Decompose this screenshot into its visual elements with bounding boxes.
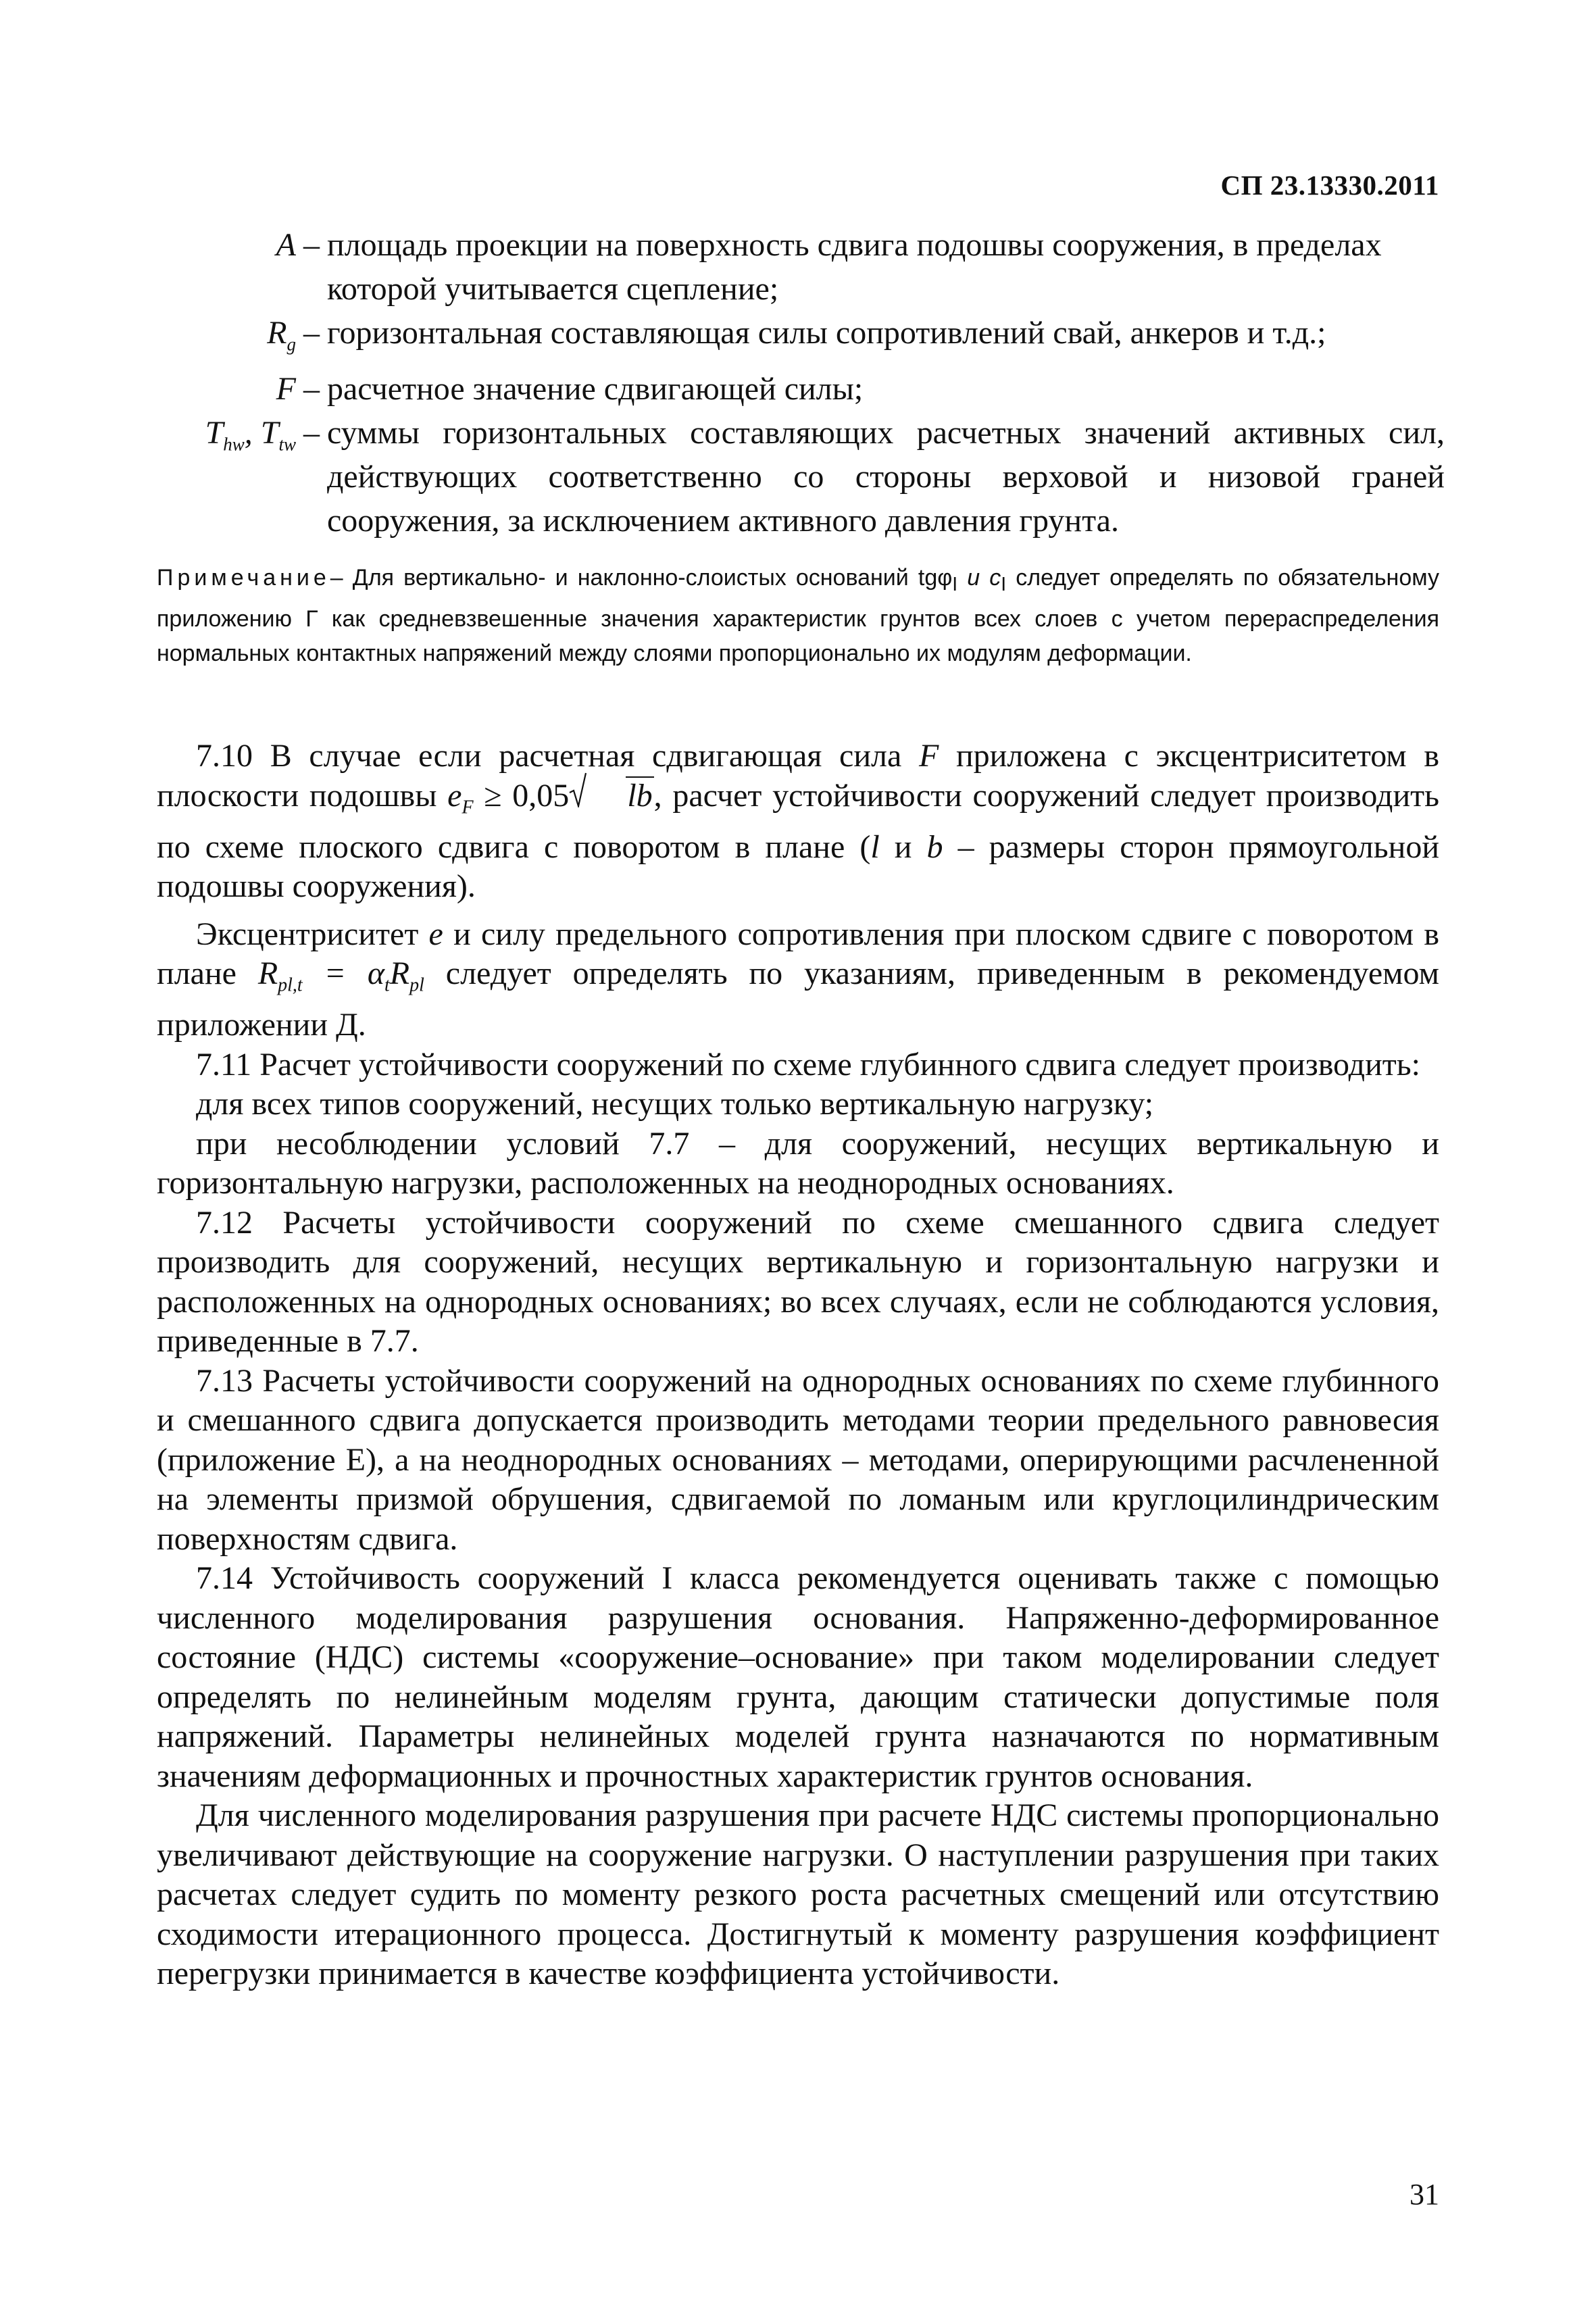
note-text-2: и c: [957, 565, 1001, 591]
paragraph-7-11-b: при несоблюдении условий 7.7 – для сооружений, несущих вертикальную и горизонтальную нагрузки, расположенных на неоднородных основаниях.: [157, 1125, 1439, 1201]
paragraph-7-10: 7.10 В случае если расчетная сдвигающая сила F приложена с эксцентриситетом в плоскости подошвы $e_F \ge 0,05$ lb, расчет устойчивости сооружений следует производить по схеме плоского сдвига с поворотом в плане (l и b – размеры сторон прямоугольной подошвы сооружения).: [157, 738, 1440, 905]
sqrt-formula: lb: [569, 776, 653, 816]
dash: –: [303, 315, 320, 351]
dash: –: [303, 227, 320, 263]
definition-A: [161, 223, 1445, 311]
note-text-1: – Для вертикально- и наклонно-слоистых оснований tgφ: [330, 565, 953, 591]
definition-text-A: площадь проекции на поверхность сдвига подошвы сооружения, в пределах которой учитывается сцепление;: [327, 227, 1382, 307]
page-number: 31: [1410, 2178, 1439, 2211]
dash: –: [303, 370, 320, 407]
definition-Rg: [161, 311, 1445, 367]
definitions-list: [161, 223, 1445, 543]
document-body: [157, 737, 1439, 1994]
definition-F: [161, 367, 1445, 411]
symbol-T: $T_{hw}$, $T_{tw}$: [205, 414, 296, 455]
paragraph-7-11: 7.11 Расчет устойчивости сооружений по схеме глубинного сдвига следует производить:: [196, 1046, 1420, 1082]
note-block: [157, 561, 1439, 671]
definition-text-F: расчетное значение сдвигающей силы;: [327, 370, 864, 407]
symbol-F: F: [276, 370, 296, 407]
paragraph-eccentricity: Эксцентриситет e и силу предельного сопротивления при плоском сдвиге с поворотом в плане $R_{pl,t} = \alpha_tR_{pl}$ следует определять по указаниям, приведенным в рекомендуемом приложении Д.: [157, 916, 1440, 1043]
paragraph-last: Для численного моделирования разрушения при расчете НДС системы пропорционально увеличивают действующие на сооружение нагрузки. О наступлении разрушения при таких расчетах следует судить по моменту резкого роста расчетных смещений или отсутствию сходимости итерационного процесса. Достигнутый к моменту разрушения коэффициент перегрузки принимается в качестве коэффициента устойчивости.: [157, 1797, 1439, 1992]
note-sub-2: I: [1001, 573, 1007, 595]
symbol-Rg: $R_g$: [267, 315, 296, 355]
symbol-A: A: [276, 227, 296, 263]
paragraph-7-14: 7.14 Устойчивость сооружений I класса рекомендуется оценивать также с помощью численного моделирования разрушения основания. Напряженно-деформированное состояние (НДС) системы «сооружение–основание» при таком моделировании следует определять по нелинейным моделям грунта, дающим статически допустимые поля напряжений. Параметры нелинейных моделей грунта назначаются по нормативным значениям деформационных и прочностных характеристик грунтов основания.: [157, 1560, 1439, 1794]
note-label: Примечание: [157, 565, 330, 591]
dash: –: [303, 414, 320, 451]
formula-rplt: $R_{pl,t} = \alpha_tR_{pl}$: [257, 955, 424, 996]
definition-text-T: суммы горизонтальных составляющих расчетных значений активных сил, действующих соответственно со стороны верховой и низовой граней сооружения, за исключением активного давления грунта.: [327, 414, 1445, 539]
note-text-3: следует определять по обязательному приложению Г как средневзвешенные значения характеристик грунтов всех слоев с учетом перераспределения нормальных контактных напряжений между слоями пропорционально их модулям деформации.: [157, 565, 1439, 666]
paragraph-7-11-a: для всех типов сооружений, несущих только вертикальную нагрузку;: [196, 1086, 1154, 1122]
definition-text-Rg: горизонтальная составляющая силы сопротивлений свай, анкеров и т.д.;: [327, 315, 1326, 351]
paragraph-7-13: 7.13 Расчеты устойчивости сооружений на однородных основаниях по схеме глубинного и смешанного сдвига допускается производить методами теории предельного равновесия (приложение Е), а на неоднородных основаниях – методами, оперирующими расчлененной на элементы призмой обрушения, сдвигаемой по ломаным или круглоцилиндрическим поверхностям сдвига.: [157, 1362, 1439, 1557]
document-code: СП 23.13330.2011: [1220, 170, 1439, 201]
note-sub-1: I: [952, 573, 958, 595]
paragraph-7-12: 7.12 Расчеты устойчивости сооружений по схеме смешанного сдвига следует производить для сооружений, несущих вертикальную и горизонтальную нагрузки и расположенных на однородных основаниях; во всех случаях, если не соблюдаются условия, приведенные в 7.7.: [157, 1204, 1439, 1360]
definition-T: [161, 411, 1445, 543]
formula-ef: $e_F$: [447, 777, 474, 818]
